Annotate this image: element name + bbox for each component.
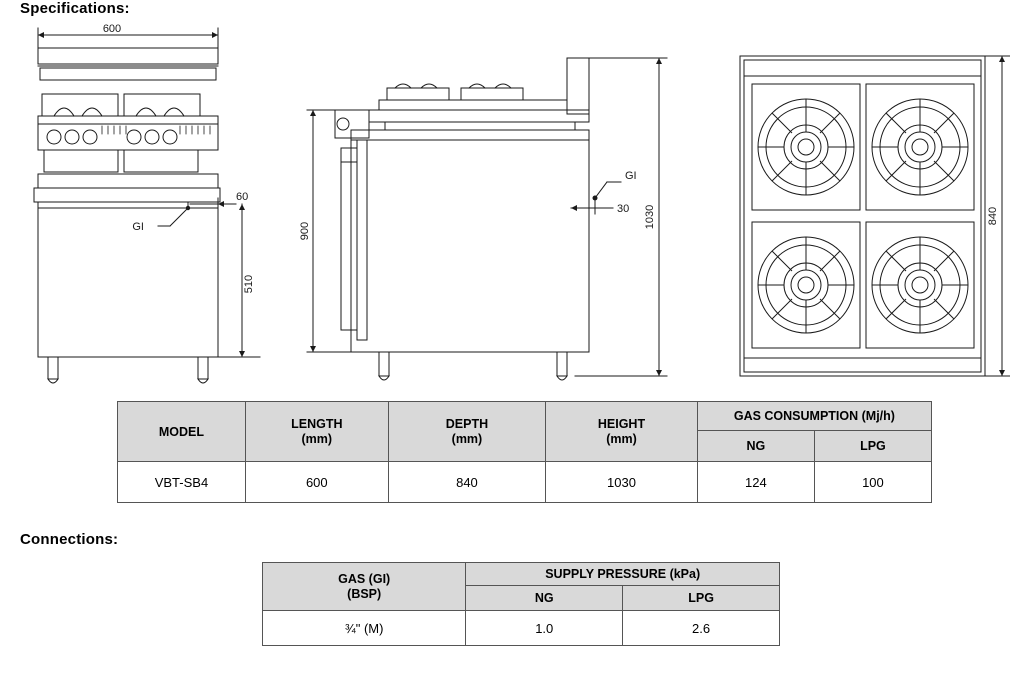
spec-header-length-text: LENGTH [291,416,343,431]
spec-header-height-text: HEIGHT [597,416,646,431]
front-height-dimension: 510 [243,274,255,294]
conn-table-head [263,563,780,611]
spec-table-head [118,402,932,462]
conn-header-supply-pressure: SUPPLY PRESSURE (kPa) [466,563,780,586]
table-row [263,611,780,646]
spec-cell-length: 600 [245,462,388,503]
front-elevation-drawing [20,22,280,387]
spec-header-gas-consumption: GAS CONSUMPTION (Mj/h) [697,402,931,431]
spec-header-height [546,402,698,462]
front-offset-dimension: 60 [236,191,249,203]
spec-header-length-unit: (mm) [301,431,333,446]
spec-cell-lpg: 100 [814,462,931,503]
front-gi-label: GI [132,221,144,233]
spec-header-depth [388,402,545,462]
conn-header-ng: NG [466,586,623,611]
spec-header-length [245,402,388,462]
side-offset-dimension: 30 [617,203,630,215]
table-row [118,462,932,503]
conn-cell-ng: 1.0 [466,611,623,646]
top-depth-dimension: 840 [987,206,999,226]
conn-header-row-1 [263,563,780,586]
side-total-height-dimension: 1030 [644,204,656,230]
spec-cell-depth: 840 [388,462,545,503]
conn-header-gas [263,563,466,611]
conn-header-gas-sub: (BSP) [347,586,382,601]
spec-header-lpg: LPG [814,431,931,462]
specifications-table [117,401,932,503]
side-gi-label: GI [625,170,637,182]
spec-cell-model: VBT-SB4 [118,462,246,503]
top-view-drawing [730,40,1015,380]
spec-header-model: MODEL [118,402,246,462]
conn-cell-gas: ¾" (M) [263,611,466,646]
spec-cell-height: 1030 [546,462,698,503]
front-width-dimension: 600 [102,23,122,35]
spec-header-height-unit: (mm) [606,431,637,446]
conn-header-gas-text: GAS (GI) [338,571,391,586]
specifications-heading: Specifications: [20,0,130,17]
side-elevation-drawing [295,22,695,387]
spec-header-ng: NG [697,431,814,462]
connections-table [262,562,780,646]
spec-header-depth-text: DEPTH [445,416,489,431]
conn-table-body [263,611,780,646]
conn-cell-lpg: 2.6 [623,611,780,646]
side-body-height-dimension: 900 [299,221,311,241]
spec-header-row-1 [118,402,932,431]
spec-header-depth-unit: (mm) [451,431,483,446]
spec-cell-ng: 124 [697,462,814,503]
spec-table-body [118,462,932,503]
connections-heading: Connections: [20,531,119,548]
conn-header-lpg: LPG [623,586,780,611]
